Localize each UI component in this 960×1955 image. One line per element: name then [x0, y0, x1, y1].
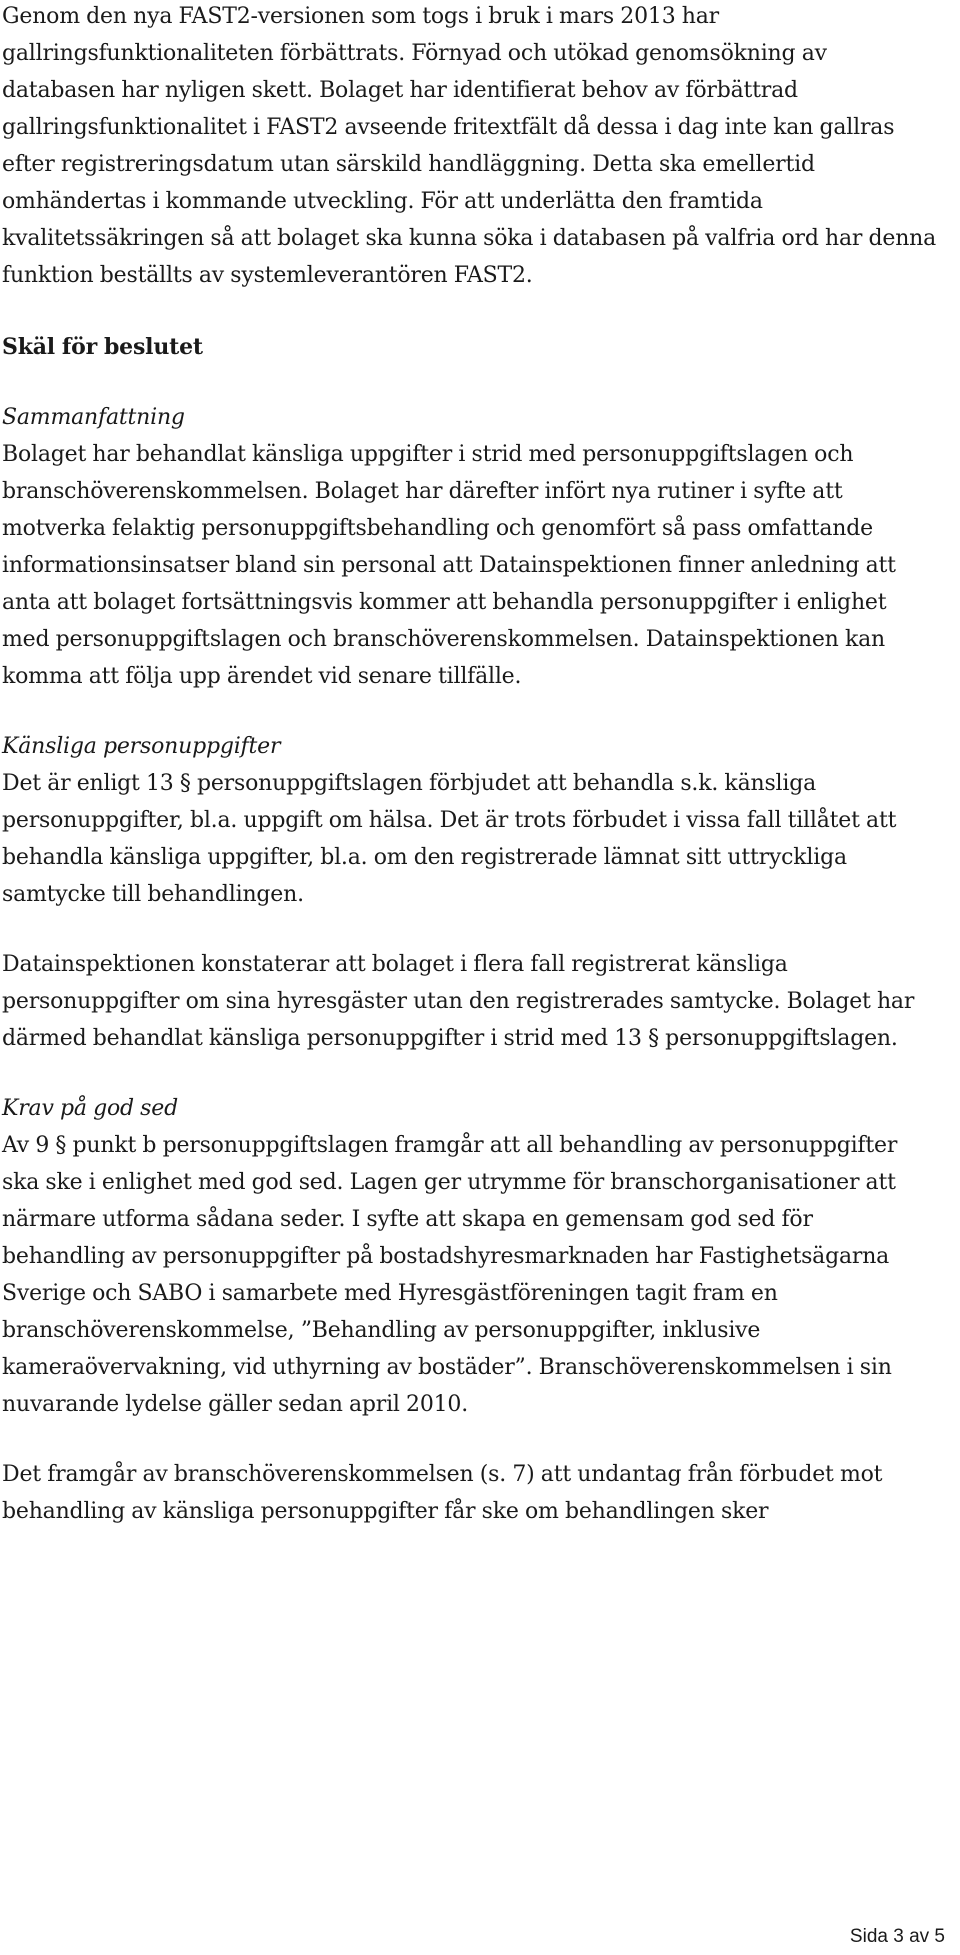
summary-paragraph: Bolaget har behandlat känsliga uppgifter i strid med personuppgiftslagen och branschöverenskommelsen. Bolaget har därefter infört nya rutiner i syfte att motverka felaktig personuppgiftsbehandling och genomfört så pass omfattande informationsinsatser bland sin personal att Datainspektionen finner anledning att anta att bolaget fortsättningsvis kommer att behandla personuppgifter i enlighet med personuppgiftslagen och branschöverenskommelsen. Datainspektionen kan komma att följa upp ärendet vid senare tillfälle. [2, 442, 896, 689]
section-heading: Skäl för beslutet [2, 334, 203, 360]
agreement-exception-paragraph: Det framgår av branschöverenskommelsen (s. 7) att undantag från förbudet mot behandling av känsliga personuppgifter får ske om behandlingen sker [2, 1462, 883, 1524]
page-number: Sida 3 av 5 [849, 1926, 945, 1947]
good-practice-paragraph: Av 9 § punkt b personuppgiftslagen framgår att all behandling av personuppgifter ska ske i enlighet med god sed. Lagen ger utrymme för branschorganisationer att närmare utforma sådana seder. I syfte att skapa en gemensam god sed för behandling av personuppgifter på bostadshyresmarknaden har Fastighetsägarna Sverige och SABO i samarbete med Hyresgästföreningen tagit fram en branschöverenskommelse, ”Behandling av personuppgifter, inklusive kameraövervakning, vid uthyrning av bostäder”. Branschöverenskommelsen i sin nuvarande lydelse gäller sedan april 2010. [2, 1133, 898, 1417]
sensitive-data-heading: Känsliga personuppgifter [2, 734, 281, 759]
sensitive-data-finding-paragraph: Datainspektionen konstaterar att bolaget i flera fall registrerat känsliga personuppgifter om sina hyresgäster utan den registrerades samtycke. Bolaget har därmed behandlat känsliga personuppgifter i strid med 13 § personuppgiftslagen. [2, 952, 915, 1051]
good-practice-heading: Krav på god sed [2, 1096, 178, 1121]
intro-paragraph: Genom den nya FAST2-versionen som togs i bruk i mars 2013 har gallringsfunktionaliteten förbättrats. Förnyad och utökad genomsökning av databasen har nyligen skett. Bolaget har identifierat behov av förbättrad gallringsfunktionalitet i FAST2 avseende fritextfält då dessa i dag inte kan gallras efter registreringsdatum utan särskild handläggning. Detta ska emellertid omhändertas i kommande utveckling. För att underlätta den framtida kvalitetssäkringen så att bolaget ska kunna söka i databasen på valfria ord har denna funktion beställts av systemleverantören FAST2. [2, 4, 937, 288]
sensitive-data-paragraph: Det är enligt 13 § personuppgiftslagen förbjudet att behandla s.k. känsliga personuppgifter, bl.a. uppgift om hälsa. Det är trots förbudet i vissa fall tillåtet att behandla känsliga uppgifter, bl.a. om den registrerade lämnat sitt uttryckliga samtycke till behandlingen. [2, 771, 897, 907]
summary-heading: Sammanfattning [2, 405, 185, 430]
